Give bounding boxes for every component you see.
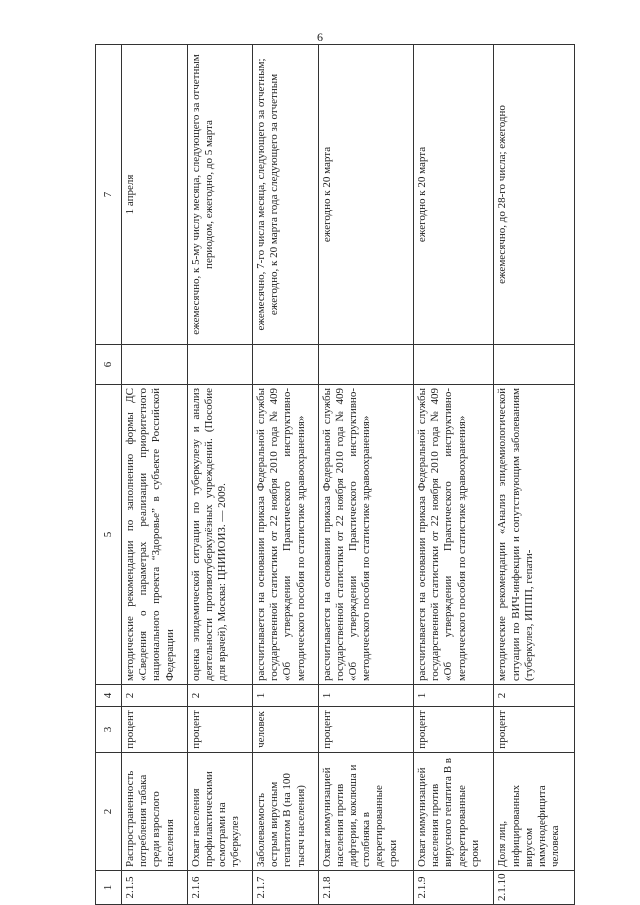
- row-type: 1: [318, 685, 413, 707]
- header-row: [96, 45, 122, 905]
- row-col6: [122, 345, 188, 385]
- col-header-3: 3: [96, 707, 122, 753]
- table-row: [122, 45, 188, 905]
- table-row: [187, 45, 253, 905]
- col-header-6: 6: [96, 345, 122, 385]
- row-source: методические рекомендации по заполнению формы ДС «Сведения о параметрах реализации приоритетного национального проекта “Здоровье” в субъекте Российской Федерации: [122, 385, 188, 685]
- row-source: рассчитывается на основании приказа Федеральной службы государственной статистики от 22 ноября 2010 года № 409 «Об утверждении Практического инструктивно-методического пособия по статистике здравоохранения»: [253, 385, 319, 685]
- row-code: 2.1.5: [122, 871, 188, 905]
- row-unit: процент: [122, 707, 188, 753]
- row-deadline: ежемесячно, до 28-го числа; ежегодно: [494, 45, 575, 345]
- row-source: рассчитывается на основании приказа Федеральной службы государственной статистики от 22 ноября 2010 года № 409 «Об утверждении Практического инструктивно-методического пособия по статистике здравоохранения»: [318, 385, 413, 685]
- row-unit: процент: [318, 707, 413, 753]
- row-code: 2.1.8: [318, 871, 413, 905]
- row-name: Охват иммунизацией населения против дифтерии, коклюша и столбняка в декретированные сроки: [318, 753, 413, 871]
- rotated-table-container: [95, 45, 575, 905]
- row-deadline: ежегодно к 20 марта: [318, 45, 413, 345]
- row-unit: человек: [253, 707, 319, 753]
- table-row: [318, 45, 413, 905]
- row-unit: процент: [187, 707, 253, 753]
- row-code: 2.1.6: [187, 871, 253, 905]
- row-type: 1: [253, 685, 319, 707]
- row-code: 2.1.10: [494, 871, 575, 905]
- row-unit: процент: [494, 707, 575, 753]
- row-code: 2.1.9: [414, 871, 494, 905]
- row-col6: [318, 345, 413, 385]
- col-header-5: 5: [96, 385, 122, 685]
- row-type: 2: [187, 685, 253, 707]
- row-type: 2: [122, 685, 188, 707]
- row-source: оценка эпидемической ситуации по туберкулезу и анализ деятельности противотуберкулёзных учреждений. (Пособие для врачей), Москва: ЦНИИОИЗ. — 2009.: [187, 385, 253, 685]
- row-name: Заболеваемость острым вирусным гепатитом В (на 100 тысяч населения): [253, 753, 319, 871]
- row-name: Охват населения профилактическими осмотрами на туберкулез: [187, 753, 253, 871]
- row-source: методические рекомендации «Анализ эпидемиологической ситуации по ВИЧ-инфекции и сопутствующим заболеваниям (туберкулез, ИППП, гепати-: [494, 385, 575, 685]
- row-unit: процент: [414, 707, 494, 753]
- row-deadline: ежемесячно, 7-го числа месяца, следующего за отчетным; ежегодно, к 20 марта года следующего за отчетным: [253, 45, 319, 345]
- indicators-table: [95, 44, 575, 905]
- col-header-7: 7: [96, 45, 122, 345]
- row-source: рассчитывается на основании приказа Федеральной службы государственной статистики от 22 ноября 2010 года № 409 «Об утверждении Практического инструктивно-методического пособия по статистике здравоохранения»: [414, 385, 494, 685]
- col-header-4: 4: [96, 685, 122, 707]
- row-deadline: ежемесячно, к 5-му числу месяца, следующего за отчетным периодом, ежегодно, до 5 марта: [187, 45, 253, 345]
- row-col6: [494, 345, 575, 385]
- row-type: 1: [414, 685, 494, 707]
- table-row: [253, 45, 319, 905]
- row-deadline: 1 апреля: [122, 45, 188, 345]
- row-code: 2.1.7: [253, 871, 319, 905]
- row-type: 2: [494, 685, 575, 707]
- row-name: Охват иммунизацией населения против вирусного гепатита В в декретированные сроки: [414, 753, 494, 871]
- table-row: [414, 45, 494, 905]
- row-name: Доля лиц, инфицированных вирусом иммунодефицита человека: [494, 753, 575, 871]
- col-header-1: 1: [96, 871, 122, 905]
- row-col6: [414, 345, 494, 385]
- row-deadline: ежегодно к 20 марта: [414, 45, 494, 345]
- row-col6: [187, 345, 253, 385]
- page-number: 6: [317, 30, 323, 44]
- col-header-2: 2: [96, 753, 122, 871]
- row-name: Распространенность потребления табака среди взрослого населения: [122, 753, 188, 871]
- row-col6: [253, 345, 319, 385]
- table-row: [494, 45, 575, 905]
